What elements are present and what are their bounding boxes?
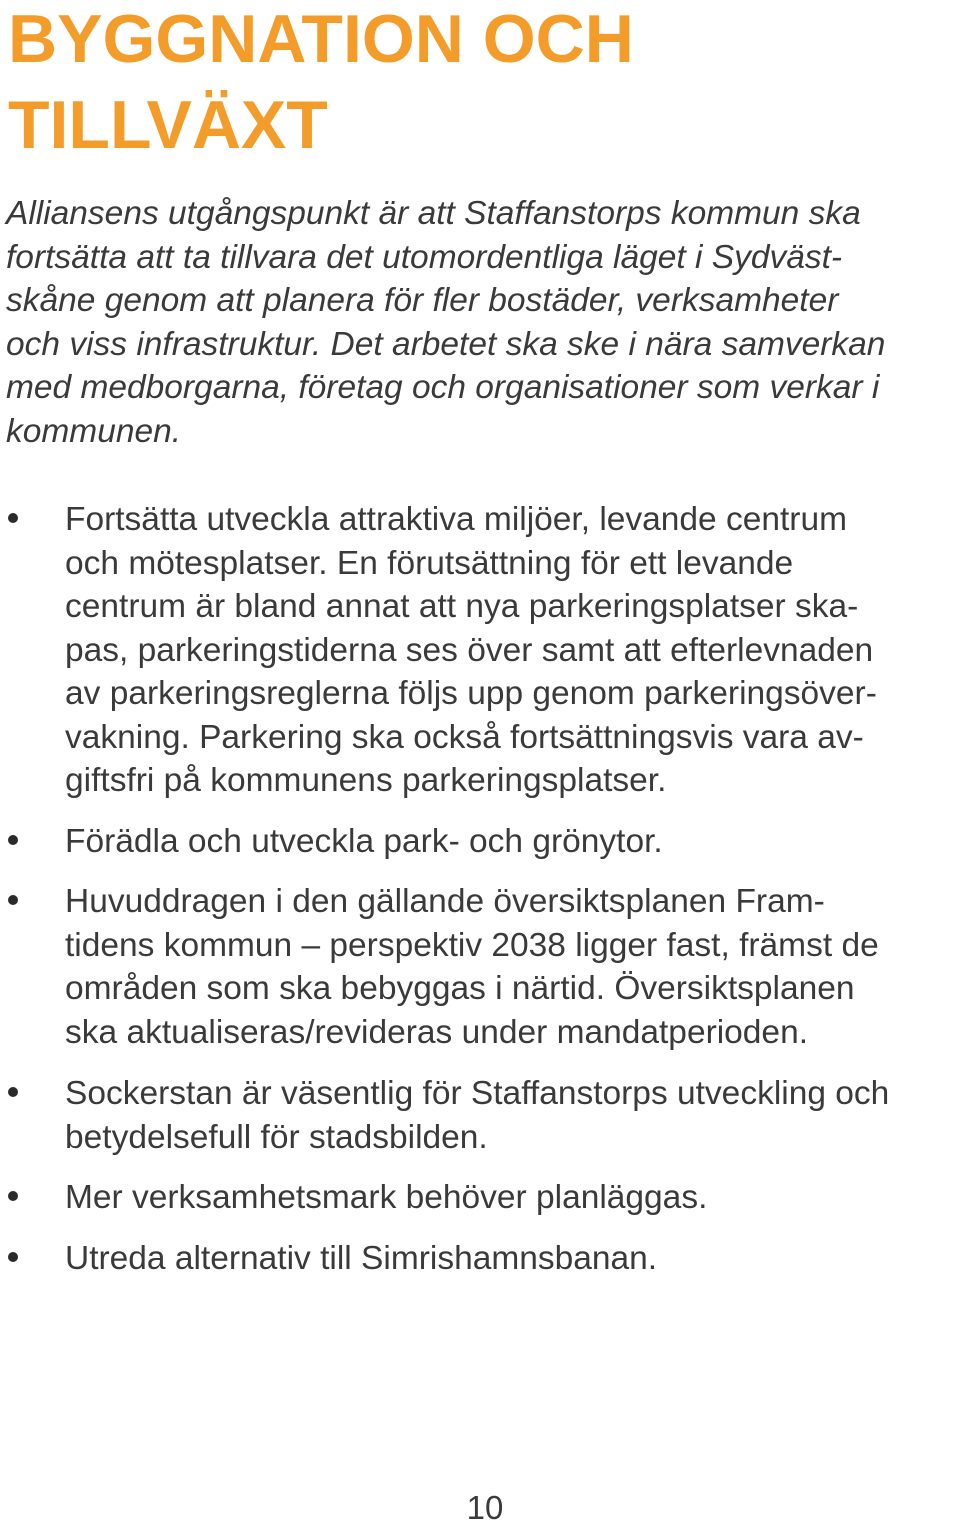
bullet-text — [65, 1237, 960, 1281]
bullet-line: pas, parkeringstiderna ses över samt att efterlevnaden — [65, 631, 874, 669]
bullet-line: Huvuddragen i den gällande översiktsplanen Fram- — [65, 883, 825, 920]
bullet-line: tidens kommun – perspektiv 2038 ligger fast, främst de — [65, 926, 879, 964]
bullet-line: Mer verksamhetsmark behöver planläggas. — [65, 1179, 708, 1216]
intro-line: och viss infrastruktur. Det arbetet ska ske i nära samverkan — [6, 325, 886, 363]
intro-line: Alliansens utgångspunkt är att Staffanstorps kommun ska — [6, 195, 861, 232]
bullet-line: av parkeringsreglerna följs upp genom parkeringsöver- — [65, 675, 877, 712]
page-title-line: BYGGNATION OCH — [8, 1, 634, 77]
intro-line: med medborgarna, företag och organisationer som verkar i — [6, 369, 880, 406]
bullet-text — [65, 880, 960, 1054]
bullet-line: Utreda alternativ till Simrishamnsbanan. — [65, 1240, 658, 1277]
bullet-dot-icon — [8, 513, 18, 523]
bullet-line: och mötesplatser. En förutsättning för ett levande — [65, 544, 794, 582]
bullet-line: betydelsefull för stadsbilden. — [65, 1118, 488, 1156]
bullet-dot-icon — [8, 1087, 18, 1097]
bullet-line: Sockerstan är väsentlig för Staffanstorps utveckling och — [65, 1075, 890, 1112]
bullet-line: vakning. Parkering ska också fortsättningsvis vara av- — [65, 718, 864, 756]
bullet-text — [65, 820, 960, 864]
bullet-text — [65, 498, 960, 803]
bullet-text — [65, 1072, 960, 1159]
bullet-dot-icon — [8, 835, 18, 845]
bullet-line: Fortsätta utveckla attraktiva miljöer, levande centrum — [65, 501, 847, 538]
bullet-dot-icon — [8, 1252, 18, 1262]
bullet-line: områden som ska bebyggas i närtid. Översiktsplanen — [65, 970, 855, 1007]
intro-line: fortsätta att ta tillvara det utomordentliga läget i Sydväst- — [6, 238, 843, 276]
bullet-text — [65, 1176, 960, 1220]
page-number: 10 — [466, 1489, 504, 1526]
bullet-dot-icon — [8, 895, 18, 905]
page-title-line: TILLVÄXT — [8, 87, 328, 163]
page-title — [8, 0, 908, 168]
intro-paragraph — [6, 192, 960, 453]
intro-line: kommunen. — [6, 412, 182, 450]
intro-line: skåne genom att planera för fler bostäder, verksamheter — [6, 282, 839, 319]
bullet-line: centrum är bland annat att nya parkeringsplatser ska- — [65, 588, 859, 625]
bullet-line: ska aktualiseras/revideras under mandatperioden. — [65, 1013, 809, 1051]
bullet-line: Förädla och utveckla park- och grönytor. — [65, 823, 663, 860]
bullet-dot-icon — [8, 1191, 18, 1201]
bullet-line: giftsfri på kommunens parkeringsplatser. — [65, 762, 667, 799]
